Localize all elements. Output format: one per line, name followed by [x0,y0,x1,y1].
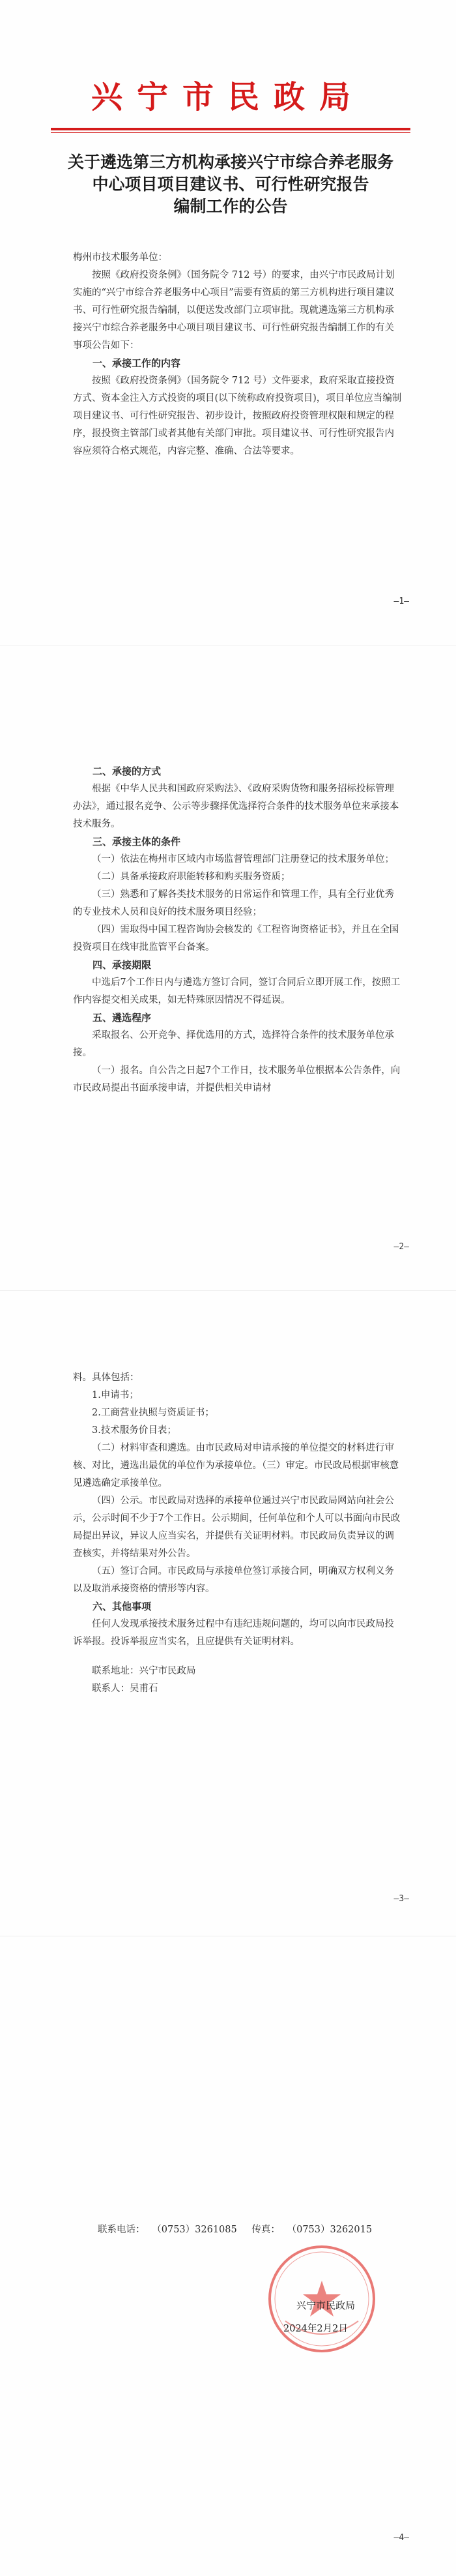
section-1-text: 按照《政府投资条例》（国务院令 712 号）文件要求，政府采取直接投资方式、资本金注入方式投资的项目(以下统称政府投资项目)，项目单位应当编制项目建议书、可行性研究报告、初步设计，按照政府投资管理权限和规定的程序，报投资主管部门或者其他有关部门审批。项目建议书、可行性研究报告内容应须符合格式规范，内容完整、准确、合法等要求。 [73,376,402,456]
section-6-text: 任何人发现承接技术服务过程中有违纪违规问题的，均可以向市民政局投诉举报。投诉举报应当实名，且应提供有关证明材料。 [73,1619,394,1647]
doc-item-3: 3.技术服务价目表； [92,1425,177,1436]
page-4 [0,1936,456,2576]
section-1-heading: 一、承接工作的内容 [93,357,181,369]
page-number: —2— [393,1242,409,1252]
page1-body [73,249,402,460]
procedure-item-5: （五）签订合同。市民政局与承接单位签订承接合同，明确双方权利义务以及取消承接资格的情形等内容。 [73,1566,394,1594]
signing-organization: 兴宁市民政局 [296,2300,356,2311]
title-line-1: 关于遴选第三方机构承接兴宁市综合养老服务 [67,153,393,171]
title-line-2: 中心项目项目建议书、可行性研究报告 [92,175,369,194]
fax-label: 传真： [251,2225,280,2235]
contact-person: 联系人：吴甫石 [92,1683,158,1694]
procedure-item-2-3: （二）材料审查和遴选。由市民政局对申请承接的单位提交的材料进行审核、对比，遴选出最优的单位作为承接单位。（三）审定。市民政局根据审核意见遴选确定承接单位。 [73,1443,399,1488]
section-3-heading: 三、承接主体的条件 [93,836,181,848]
section-2-text: 根据《中华人民共和国政府采购法》、《政府采购货物和服务招标投标管理办法》，通过报名竞争、公示等步骤择优选择符合条件的技术服务单位来承接本技术服务。 [73,784,399,829]
page-2 [0,645,456,1291]
condition-item-1: （一）依法在梅州市区域内市场监督管理部门注册登记的技术服务单位； [92,854,394,865]
doc-item-2: 2.工商营业执照与资质证书； [92,1408,214,1418]
announcement-title [51,151,410,218]
page-3 [0,1291,456,1936]
condition-item-2: （二）具备承接政府职能转移和购买服务资质； [92,872,291,882]
section-5-heading: 五、遴选程序 [93,1012,152,1024]
phone-number-2: （0753）3262015 [291,2225,373,2235]
red-rule-thick [51,128,410,130]
phone-line [98,2222,384,2236]
procedure-item-1: （一）报名。自公告之日起7个工作日，技术服务单位根据本公告条件，向市民政局提出书面承接申请，并提供相关申请材 [73,1065,401,1093]
continued-text: 料。具体包括： [73,1372,139,1383]
page-1 [0,0,456,645]
red-rule-thin [51,132,410,133]
section-6-heading: 六、其他事项 [93,1601,152,1612]
section-5-text: 采取报名、公开竞争、择优选用的方式，选择符合条件的技术服务单位承接。 [73,1030,394,1058]
phone-number-1: （0753）3261085 [156,2225,237,2235]
page3-body [73,1369,402,1698]
spacer [73,1651,402,1663]
page-number: —1— [393,597,409,606]
condition-item-3: （三）熟悉和了解各类技术服务的日常运作和管理工作，具有全行业优秀的专业技术人员和良好的技术服务项目经验； [73,889,394,917]
title-line-3: 编制工作的公告 [173,197,288,216]
section-4-text: 中选后7个工作日内与遴选方签订合同，签订合同后立即开展工作，按照工作内容提交相关成果，如无特殊原因情况不得延误。 [73,977,401,1005]
masthead: 兴宁市民政局 [91,79,365,115]
salutation: 梅州市技术服务单位： [73,252,167,263]
doc-item-1: 1.申请书； [92,1390,139,1400]
intro-paragraph: 按照《政府投资条例》（国务院令 712 号）的要求，由兴宁市民政局计划实施的“兴宁市综合养老服务中心项目”需要有资质的第三方机构进行项目建议书、可行性研究报告编制，以便送发改部门立项审批。现就遴选第三方机构承接兴宁市综合养老服务中心项目项目建议书、可行性研究报告编制工作的有关事项公告如下： [73,270,395,351]
condition-item-4: （四）需取得中国工程咨询协会核发的《工程咨询资格证书》，并且在全国投资项目在线审批监管平台备案。 [73,925,399,953]
phone-label: 联系电话： [98,2225,145,2235]
page2-body [73,763,402,1097]
procedure-item-4: （四）公示。市民政局对选择的承接单位通过兴宁市民政局网站向社会公示，公示时间不少于7个工作日。公示期间，任何单位和个人可以书面向市民政局提出异议，异议人应当实名，并提供有关证明材料。市民政局负责异议的调查核实，并将结果对外公告。 [73,1496,401,1559]
signing-date: 2024年2月2日 [283,2324,348,2334]
page-number: —3— [393,1894,409,1904]
section-2-heading: 二、承接的方式 [93,765,162,777]
page-number: —4— [393,2533,409,2543]
section-4-heading: 四、承接期限 [93,959,152,971]
contact-address: 联系地址：兴宁市民政局 [92,1666,196,1676]
